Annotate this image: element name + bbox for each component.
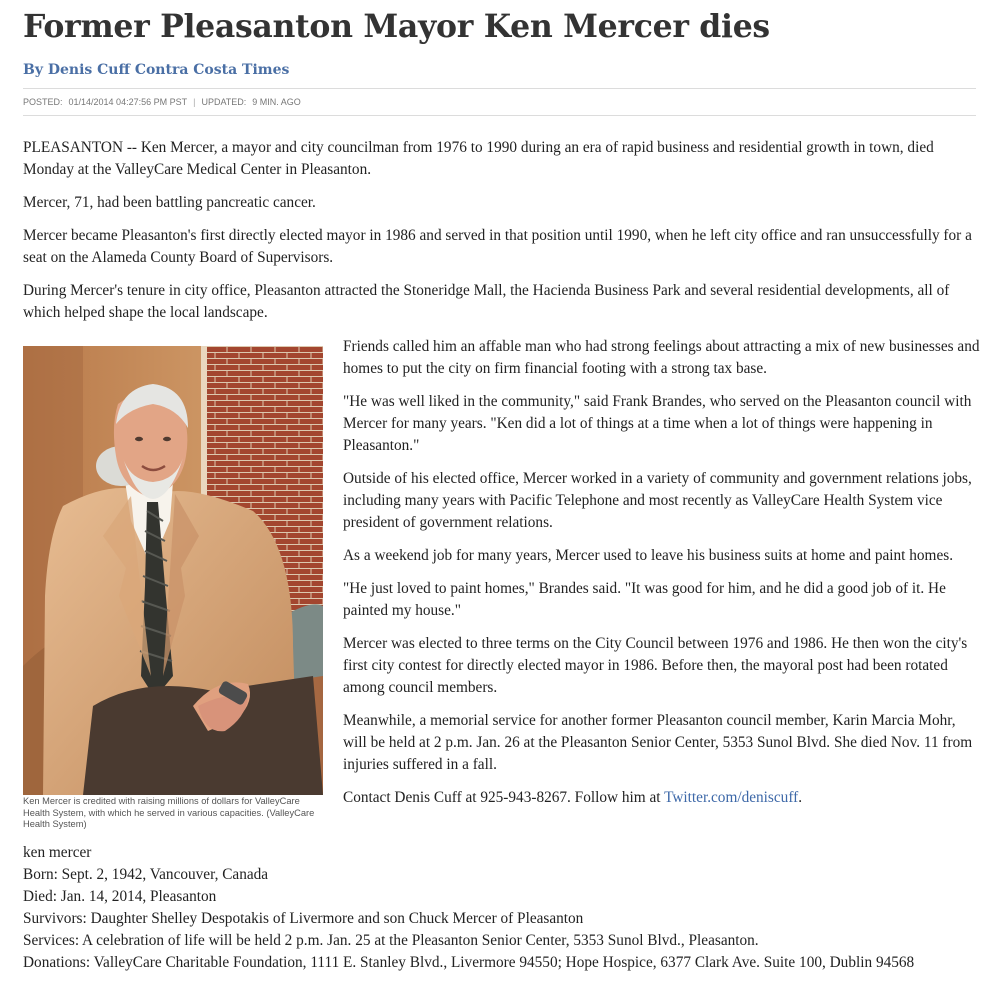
fact-box bbox=[23, 842, 983, 974]
fact-name: ken mercer bbox=[23, 844, 92, 861]
timestamp-bar bbox=[23, 88, 976, 116]
updated-value: 9 MIN. AGO bbox=[252, 97, 301, 107]
paragraph: Mercer was elected to three terms on the City Council between 1976 and 1986. He then won the city's first city contest for directly elected mayor in 1986. Before then, the mayoral post had been rotated among council members. bbox=[343, 635, 968, 696]
paragraph: "He was well liked in the community," said Frank Brandes, who served on the Pleasanton council with Mercer for many years. "Ken did a lot of things at a time when a lot of things were happening in Pleasanton." bbox=[343, 393, 972, 454]
photo-caption: Ken Mercer is credited with raising millions of dollars for ValleyCare Health System, with which he served in various capacities. (ValleyCare Health System) bbox=[23, 796, 315, 829]
twitter-link[interactable]: Twitter.com/deniscuff bbox=[664, 789, 799, 806]
posted-value: 01/14/2014 04:27:56 PM PST bbox=[68, 97, 188, 107]
paragraph: Outside of his elected office, Mercer worked in a variety of community and government relations jobs, including many years with Pacific Telephone and most recently as ValleyCare Health System vice president of government relations. bbox=[343, 470, 972, 531]
article-body-top bbox=[23, 137, 978, 335]
paragraph: PLEASANTON -- Ken Mercer, a mayor and city councilman from 1976 to 1990 during an era of rapid business and residential growth in town, died Monday at the ValleyCare Medical Center in Pleasanton. bbox=[23, 139, 934, 178]
paragraph: Meanwhile, a memorial service for another former Pleasanton council member, Karin Marcia Mohr, will be held at 2 p.m. Jan. 26 at the Pleasanton Senior Center, 5353 Sunol Blvd. She died Nov. 11 from injuries suffered in a fall. bbox=[343, 712, 973, 773]
fact-survivors: Survivors: Daughter Shelley Despotakis of Livermore and son Chuck Mercer of Pleasanton bbox=[23, 910, 584, 927]
paragraph: Mercer, 71, had been battling pancreatic cancer. bbox=[23, 194, 316, 211]
fact-died: Died: Jan. 14, 2014, Pleasanton bbox=[23, 888, 217, 905]
contact-text: Contact Denis Cuff at 925-943-8267. Follow him at bbox=[343, 789, 665, 806]
updated-label: UPDATED: bbox=[201, 97, 247, 107]
fact-services: Services: A celebration of life will be held 2 p.m. Jan. 25 at the Pleasanton Senior Center, 5353 Sunol Blvd., Pleasanton. bbox=[23, 932, 759, 949]
paragraph: "He just loved to paint homes," Brandes said. "It was good for him, and he did a good job of it. He painted my house." bbox=[343, 580, 946, 619]
photo-block bbox=[23, 346, 323, 831]
fact-born: Born: Sept. 2, 1942, Vancouver, Canada bbox=[23, 866, 269, 883]
article-body-side bbox=[343, 336, 981, 820]
paragraph: Friends called him an affable man who had strong feelings about attracting a mix of new businesses and homes to put the city on firm financial footing with a strong tax base. bbox=[343, 338, 980, 377]
contact-paragraph bbox=[343, 787, 981, 809]
ken-mercer-photo[interactable] bbox=[23, 346, 323, 795]
fact-donations: Donations: ValleyCare Charitable Foundation, 1111 E. Stanley Blvd., Livermore 94550; Hope Hospice, 6377 Clark Ave. Suite 100, Dublin 94568 bbox=[23, 954, 915, 971]
posted-label: POSTED: bbox=[23, 97, 63, 107]
headline: Former Pleasanton Mayor Ken Mercer dies bbox=[23, 8, 770, 45]
paragraph: As a weekend job for many years, Mercer used to leave his business suits at home and paint homes. bbox=[343, 547, 954, 564]
byline[interactable]: By Denis Cuff Contra Costa Times bbox=[23, 62, 290, 78]
paragraph: Mercer became Pleasanton's first directly elected mayor in 1986 and served in that position until 1990, when he left city office and ran unsuccessfully for a seat on the Alameda County Board of Supervisors. bbox=[23, 227, 972, 266]
paragraph: During Mercer's tenure in city office, Pleasanton attracted the Stoneridge Mall, the Hacienda Business Park and several residential developments, all of which helped shape the local landscape. bbox=[23, 282, 950, 321]
contact-end: . bbox=[798, 789, 803, 806]
meta-separator: | bbox=[193, 97, 196, 107]
